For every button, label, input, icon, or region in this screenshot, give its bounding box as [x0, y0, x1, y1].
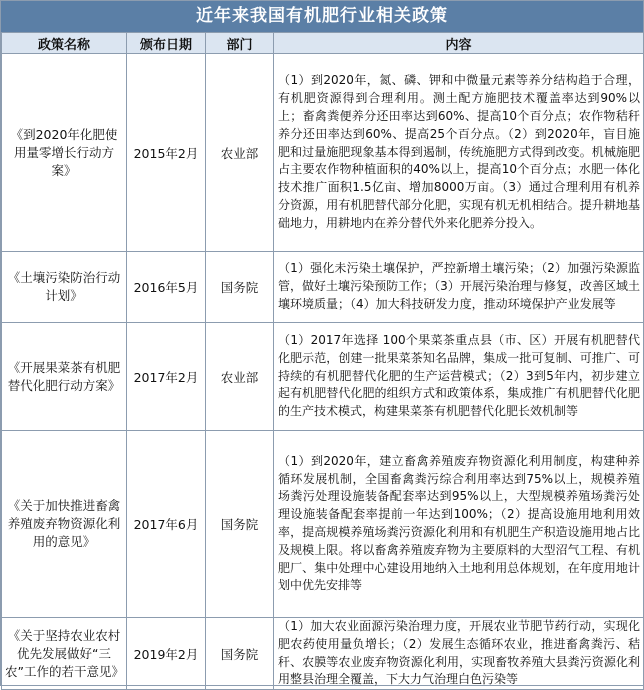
header-date: 颁布日期 — [127, 33, 206, 54]
policy-dept: 国务院 — [206, 618, 274, 690]
table-row — [2, 323, 644, 431]
policy-date: 2016年5月 — [127, 252, 206, 323]
policy-dept: 国务院 — [206, 431, 274, 618]
table-row — [2, 54, 644, 252]
policy-name: 《开展果菜茶有机肥替代化肥行动方案》 — [2, 323, 127, 431]
header-content: 内容 — [274, 33, 644, 54]
policy-name: 《土壤污染防治行动计划》 — [2, 252, 127, 323]
policy-date: 2019年2月 — [127, 618, 206, 690]
policy-dept: 国务院 — [206, 252, 274, 323]
table-row — [2, 618, 644, 690]
policy-dept: 农业部 — [206, 54, 274, 252]
header-row — [2, 33, 644, 54]
policy-name: 《到2020年化肥使用量零增长行动方案》 — [2, 54, 127, 252]
policy-content: （1）到2020年，氮、磷、钾和中微量元素等养分结构趋于合理，有机肥资源得到合理利用。测土配方施肥技术覆盖率达到90%以上；畜禽粪便养分还田率达到60%、提高10个百分点；农作物秸秆养分还田率达到60%、提高25个百分点。（2）到2020年，盲目施肥和过量施肥现象基本得到遏制，传统施肥方式得到改变。机械施肥占主要农作物种植面积的40%以上，提高10个百分点；水肥一体化技术推广面积1.5亿亩、增加8000万亩。（3）通过合理利用有机养分资源，用有机肥替代部分化肥，实现有机无机相结合。提升耕地基础地力，用耕地内在养分替代外来化肥养分投入。 — [274, 54, 644, 252]
policy-name: 《关于坚持农业农村优先发展做好“三农”工作的若干意见》 — [2, 618, 127, 690]
policy-table — [1, 32, 644, 690]
policy-content: （1）2017年选择 100个果菜茶重点县（市、区）开展有机肥替代化肥示范，创建一批果菜茶知名品牌，集成一批可复制、可推广、可持续的有机肥替代化肥的生产运营模式；（2）3到5年内，初步建立起有机肥替代化肥的组织方式和政策体系，集成推广有机肥替代化肥的生产技术模式，构建果菜茶有机肥替代化肥长效机制等 — [274, 323, 644, 431]
policy-dept: 农业部 — [206, 323, 274, 431]
policy-content: （1）到2020年，建立畜禽养殖废弃物资源化利用制度，构建种养循环发展机制，全国畜禽粪污综合利用率达到75%以上，规模养殖场粪污处理设施装备配套率达到95%以上，大型规模养殖场粪污处理设施装备配套率提前一年达到100%；（2）提高设施用地利用效率，提高规模养殖场粪污资源化利用和有机肥生产积造设施用地占比及规模上限。将以畜禽养殖废弃物为主要原料的大型沼气工程、有机肥厂、集中处理中心建设用地纳入土地利用总体规划，在年度用地计划中优先安排等 — [274, 431, 644, 618]
policy-content: （1）强化未污染土壤保护，严控新增土壤污染；（2）加强污染源监管，做好土壤污染预防工作；（3）开展污染治理与修复，改善区域土壤环境质量；（4）加大科技研发力度，推动环境保护产业发展等 — [274, 252, 644, 323]
policy-name: 《关于加快推进畜禽养殖废弃物资源化利用的意见》 — [2, 431, 127, 618]
table-row — [2, 431, 644, 618]
header-dept: 部门 — [206, 33, 274, 54]
table-title: 近年来我国有机肥行业相关政策 — [1, 1, 643, 32]
policy-content: （1）加大农业面源污染治理力度，开展农业节肥节药行动，实现化肥农药使用量负增长；（2）发展生态循环农业，推进畜禽粪污、秸秆、农膜等农业废弃物资源化利用，实现畜牧养殖大县粪污资源化利用整县治理全覆盖，下大力气治理白色污染等 — [274, 618, 644, 690]
policy-date: 2017年2月 — [127, 323, 206, 431]
header-name: 政策名称 — [2, 33, 127, 54]
policy-date: 2015年2月 — [127, 54, 206, 252]
table-row — [2, 252, 644, 323]
policy-date: 2017年6月 — [127, 431, 206, 618]
